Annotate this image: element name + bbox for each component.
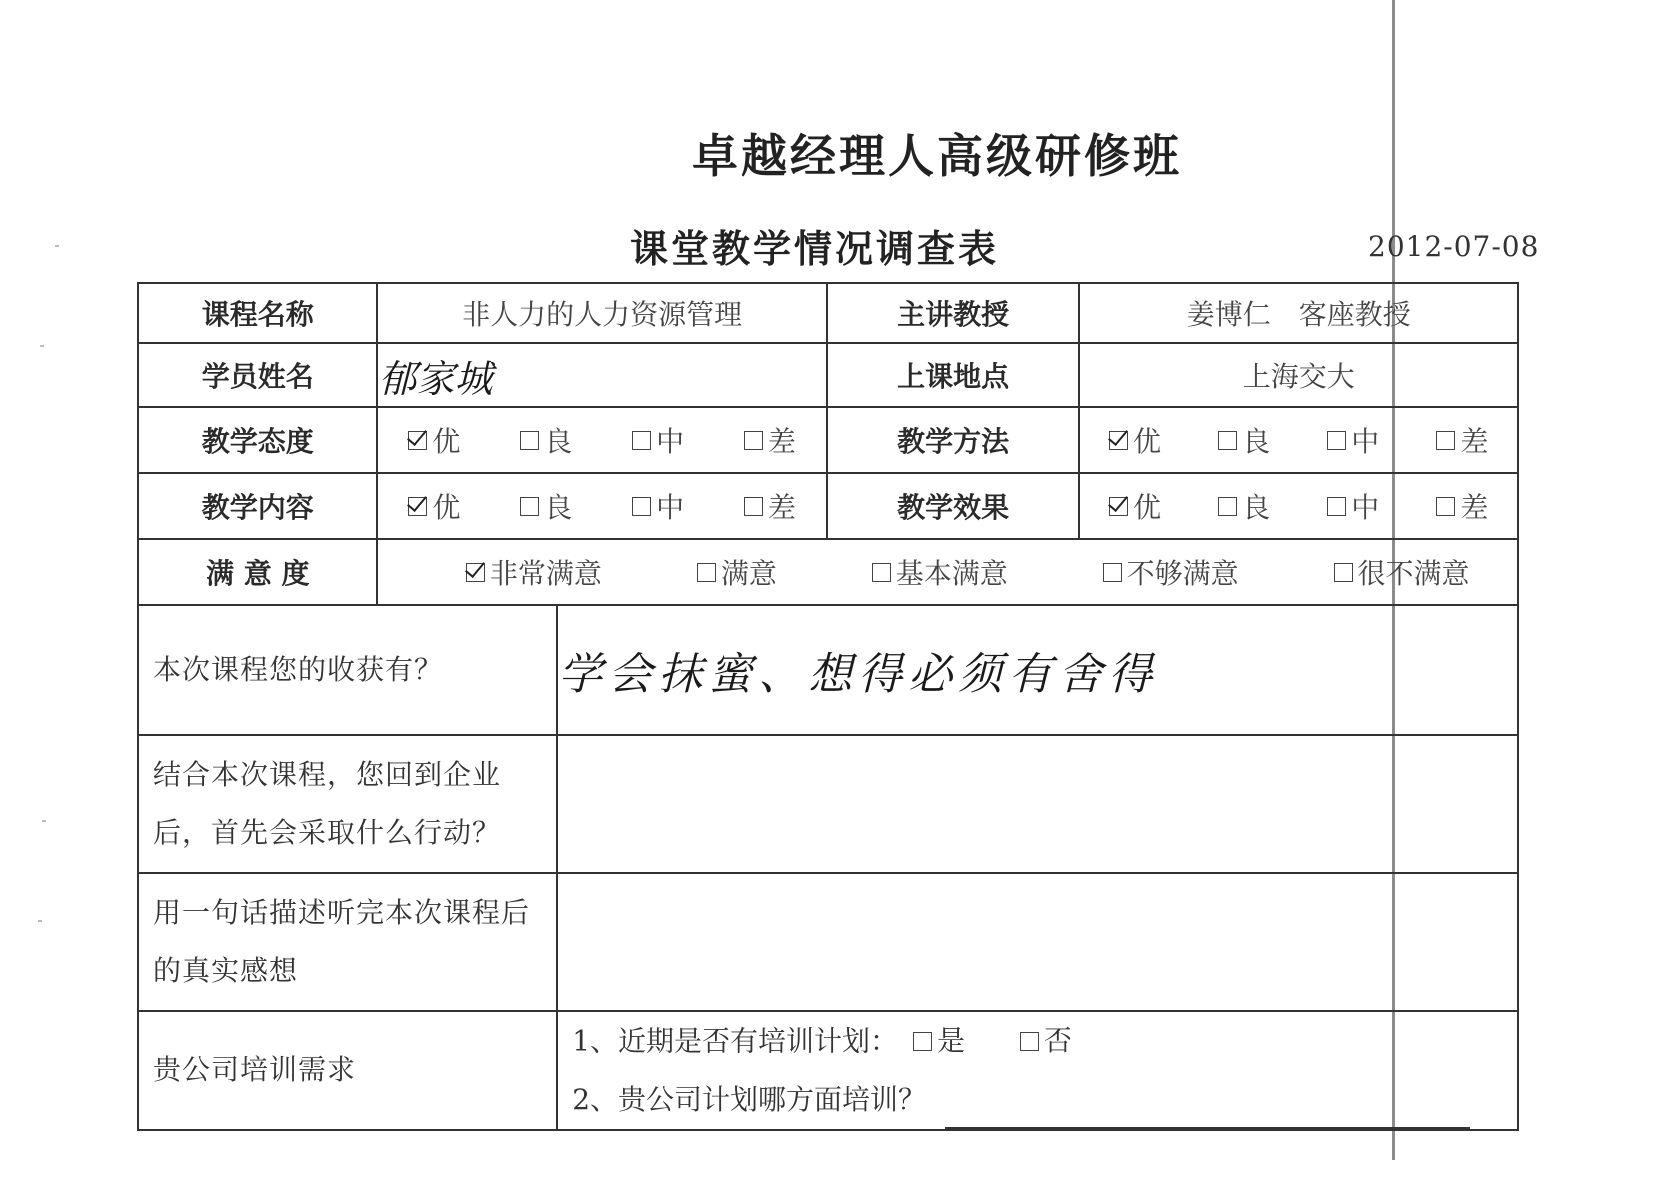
content-options (377, 473, 826, 539)
student-row (138, 343, 1518, 407)
checkbox-icon[interactable] (1109, 431, 1128, 450)
scan-speck (55, 245, 59, 247)
checkbox-icon[interactable] (1103, 563, 1122, 582)
checkbox-icon[interactable] (744, 431, 763, 450)
satisfaction-option[interactable]: 很不满意 (1334, 552, 1470, 592)
method-options (1079, 407, 1518, 473)
checkbox-icon[interactable] (697, 563, 716, 582)
gain-row (138, 605, 1518, 735)
page-title: 卓越经理人高级研修班 (692, 129, 1182, 183)
action-question: 结合本次课程，您回到企业后，首先会采取什么行动？ (138, 735, 557, 873)
attitude-option[interactable]: 优 (408, 420, 460, 460)
needs-row (138, 1011, 1518, 1130)
needs-area-line (558, 1071, 1517, 1129)
action-answer[interactable] (557, 735, 1518, 873)
satisfaction-label: 满 意 度 (138, 539, 377, 605)
checkbox-icon[interactable] (1327, 431, 1346, 450)
content-option[interactable]: 良 (520, 486, 572, 526)
checkbox-icon[interactable] (466, 563, 485, 582)
checkbox-icon[interactable] (913, 1032, 932, 1051)
form-subtitle: 课堂教学情况调查表 (630, 227, 1000, 271)
method-option[interactable]: 中 (1327, 420, 1379, 460)
scan-speck (42, 820, 46, 822)
effect-option[interactable]: 差 (1436, 486, 1488, 526)
feeling-question: 用一句话描述听完本次课程后的真实感想 (138, 873, 557, 1011)
content-option[interactable]: 差 (744, 486, 796, 526)
satisfaction-option[interactable]: 不够满意 (1103, 552, 1239, 592)
form-date: 2012-07-08 (1368, 230, 1540, 263)
satisfaction-options (377, 539, 1518, 605)
attitude-option[interactable]: 差 (744, 420, 796, 460)
scan-speck (38, 920, 42, 922)
course-value: 非人力的人力资源管理 (377, 283, 826, 343)
feeling-answer[interactable] (557, 873, 1518, 1011)
checkbox-icon[interactable] (744, 497, 763, 516)
checkbox-icon[interactable] (408, 431, 427, 450)
checkbox-icon[interactable] (408, 497, 427, 516)
course-row (138, 283, 1518, 343)
satisfaction-option[interactable]: 基本满意 (872, 552, 1008, 592)
needs-area-question: 2、贵公司计划哪方面培训？ (572, 1082, 927, 1116)
needs-no-option[interactable]: 否 (1020, 1012, 1072, 1070)
checkbox-icon[interactable] (1436, 497, 1455, 516)
checkbox-icon[interactable] (1218, 497, 1237, 516)
survey-table (137, 282, 1519, 1131)
effect-option[interactable]: 良 (1218, 486, 1270, 526)
checkbox-icon[interactable] (1020, 1032, 1039, 1051)
course-label: 课程名称 (138, 283, 377, 343)
content-label: 教学内容 (138, 473, 377, 539)
needs-area-blank[interactable] (945, 1097, 1470, 1129)
checkbox-icon[interactable] (1436, 431, 1455, 450)
action-row (138, 735, 1518, 873)
gain-question: 本次课程您的收获有？ (138, 605, 557, 735)
checkbox-icon[interactable] (632, 497, 651, 516)
method-option[interactable]: 良 (1218, 420, 1270, 460)
checkbox-icon[interactable] (520, 431, 539, 450)
professor-label: 主讲教授 (827, 283, 1080, 343)
checkbox-icon[interactable] (1327, 497, 1346, 516)
effect-option[interactable]: 优 (1109, 486, 1161, 526)
needs-yes-option[interactable]: 是 (913, 1012, 965, 1070)
student-label: 学员姓名 (138, 343, 377, 407)
method-option[interactable]: 差 (1436, 420, 1488, 460)
effect-option[interactable]: 中 (1327, 486, 1379, 526)
attitude-option[interactable]: 良 (520, 420, 572, 460)
satisfaction-row (138, 539, 1518, 605)
location-value: 上海交大 (1079, 343, 1518, 407)
needs-plan-line (558, 1012, 1517, 1071)
checkbox-icon[interactable] (632, 431, 651, 450)
needs-plan-question: 1、近期是否有培训计划： (572, 1024, 899, 1058)
satisfaction-option[interactable]: 非常满意 (466, 552, 602, 592)
rating-row-attitude (138, 407, 1518, 473)
method-label: 教学方法 (827, 407, 1080, 473)
content-option[interactable]: 优 (408, 486, 460, 526)
method-option[interactable]: 优 (1109, 420, 1161, 460)
attitude-label: 教学态度 (138, 407, 377, 473)
content-option[interactable]: 中 (632, 486, 684, 526)
checkbox-icon[interactable] (1334, 563, 1353, 582)
checkbox-icon[interactable] (520, 497, 539, 516)
attitude-options (377, 407, 826, 473)
scan-speck (40, 345, 44, 347)
location-label: 上课地点 (827, 343, 1080, 407)
checkbox-icon[interactable] (872, 563, 891, 582)
student-signature[interactable]: 郁家城 (377, 343, 826, 407)
feeling-row (138, 873, 1518, 1011)
checkbox-icon[interactable] (1218, 431, 1237, 450)
needs-label: 贵公司培训需求 (138, 1011, 557, 1130)
professor-value: 姜博仁 客座教授 (1079, 283, 1518, 343)
attitude-option[interactable]: 中 (632, 420, 684, 460)
rating-row-content (138, 473, 1518, 539)
effect-options (1079, 473, 1518, 539)
needs-content (557, 1011, 1518, 1130)
gain-answer[interactable]: 学会抹蜜、想得必须有舍得 (557, 605, 1518, 735)
effect-label: 教学效果 (827, 473, 1080, 539)
satisfaction-option[interactable]: 满意 (697, 552, 777, 592)
checkbox-icon[interactable] (1109, 497, 1128, 516)
